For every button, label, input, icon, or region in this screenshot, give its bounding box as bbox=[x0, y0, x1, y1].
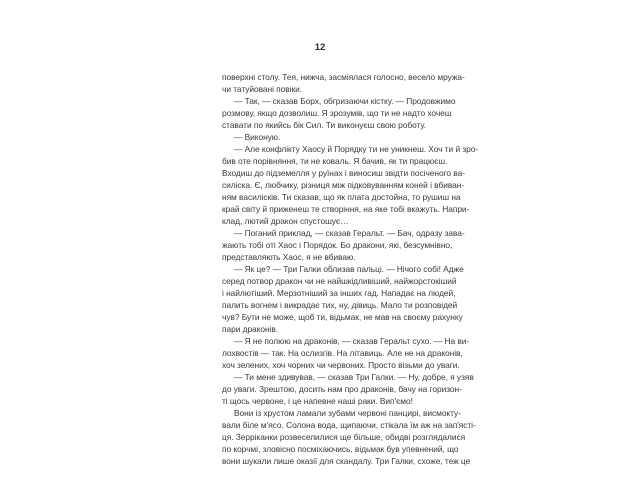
text-line: клад, лютий дракон спустошує… bbox=[222, 216, 349, 226]
text-line: серед потвор дракон чи не найшкідливіший, найжорстокіший bbox=[222, 276, 457, 286]
text-line: — Поганий приклад, — сказав Геральт. — Бач, одразу зава- bbox=[234, 228, 465, 238]
text-line: до уваги. Зрештою, досить нам про драконів, бачу на горизон- bbox=[222, 384, 462, 394]
text-line: — Виконую. bbox=[234, 132, 281, 142]
text-line: лохвостів — так. На ослизгів. На літавиць. Але не на драконів, bbox=[222, 348, 463, 358]
text-line: по корчмі, зловісно посміхаючись, відьмак був упевнений, що bbox=[222, 444, 459, 454]
text-line: бив оте порівняння, ти не коваль. Я бачив, як ти працюєш. bbox=[222, 156, 448, 166]
text-line: — Як це? — Три Галки облизав пальці. — Нічого собі! Адже bbox=[234, 264, 464, 274]
text-line: жають тобі оті Хаос і Порядок. Бо дракони, які, безсумнівно, bbox=[222, 240, 453, 250]
text-line: вали біле м'ясо. Солона вода, щипаючи, стікала їм аж на зап'ясті- bbox=[222, 420, 476, 430]
text-line: Входиш до підземелля у руїнах і виносиш звідти посіченого ва- bbox=[222, 168, 465, 178]
text-line: — Так, — сказав Борх, обгризаючи кістку. — Продовжимо bbox=[234, 96, 456, 106]
body-text bbox=[222, 71, 479, 467]
page-number: 12 bbox=[314, 42, 326, 53]
text-line: ця. Зерріканки розвеселилися ще більше, обидві розглядалися bbox=[222, 432, 466, 442]
text-line: ставати по якийсь бік Сил. Ти виконуєш свою роботу. bbox=[222, 120, 427, 130]
text-line: представляють Хаос, я не вбиваю. bbox=[222, 252, 356, 262]
text-line: палить вогнем і викрадає тих, ну, дівиць. Мало ти розповідей bbox=[222, 300, 458, 310]
text-line: пари драконів. bbox=[222, 324, 279, 334]
text-line: розмову, якщо дозволиш. Я зрозумів, що ти не надто хочеш bbox=[222, 108, 452, 118]
text-line: Вони із хрустом ламали зубами червоні панцирі, висмокту- bbox=[234, 408, 461, 418]
text-line: поверхні столу. Тея, нижча, засміялася голосно, весело мружа- bbox=[222, 72, 465, 82]
text-line: ті щось червоне, і це напевне наші раки. Вип'ємо! bbox=[222, 396, 413, 406]
text-line: край світу й приженеш те створіння, на яке тобі вкажуть. Напри- bbox=[222, 204, 470, 214]
text-line: — Але конфлікту Хаосу й Порядку ти не уникнеш. Хоч ти й зро- bbox=[234, 144, 479, 154]
text-line: — Ти мене здивував, — сказав Три Галки. — Ну, добре, я узяв bbox=[234, 372, 474, 382]
text-line: — Я не полюю на драконів, — сказав Геральт сухо. — На ви- bbox=[234, 336, 470, 346]
text-line: ням василісків. Ти сказав, що як плата достойна, то рушиш на bbox=[222, 192, 461, 202]
text-line: чи татуйовані повіки. bbox=[222, 84, 302, 94]
text-line: хоч зелених, хоч чорних чи червоних. Просто візьми до уваги. bbox=[222, 360, 460, 370]
text-line: і найлютіший. Мерзотніший за інших гад. Нападає на людей, bbox=[222, 288, 456, 298]
text-line: вони шукали лише оказії для скандалу. Три Галки, схоже, теж це bbox=[222, 456, 471, 466]
text-line: силіска. Є, любчику, різниця між підковуванням коней і вбиван- bbox=[222, 180, 465, 190]
text-line: чув? Бути не може, щоб ти, відьмак, не мав на своєму рахунку bbox=[222, 312, 463, 322]
